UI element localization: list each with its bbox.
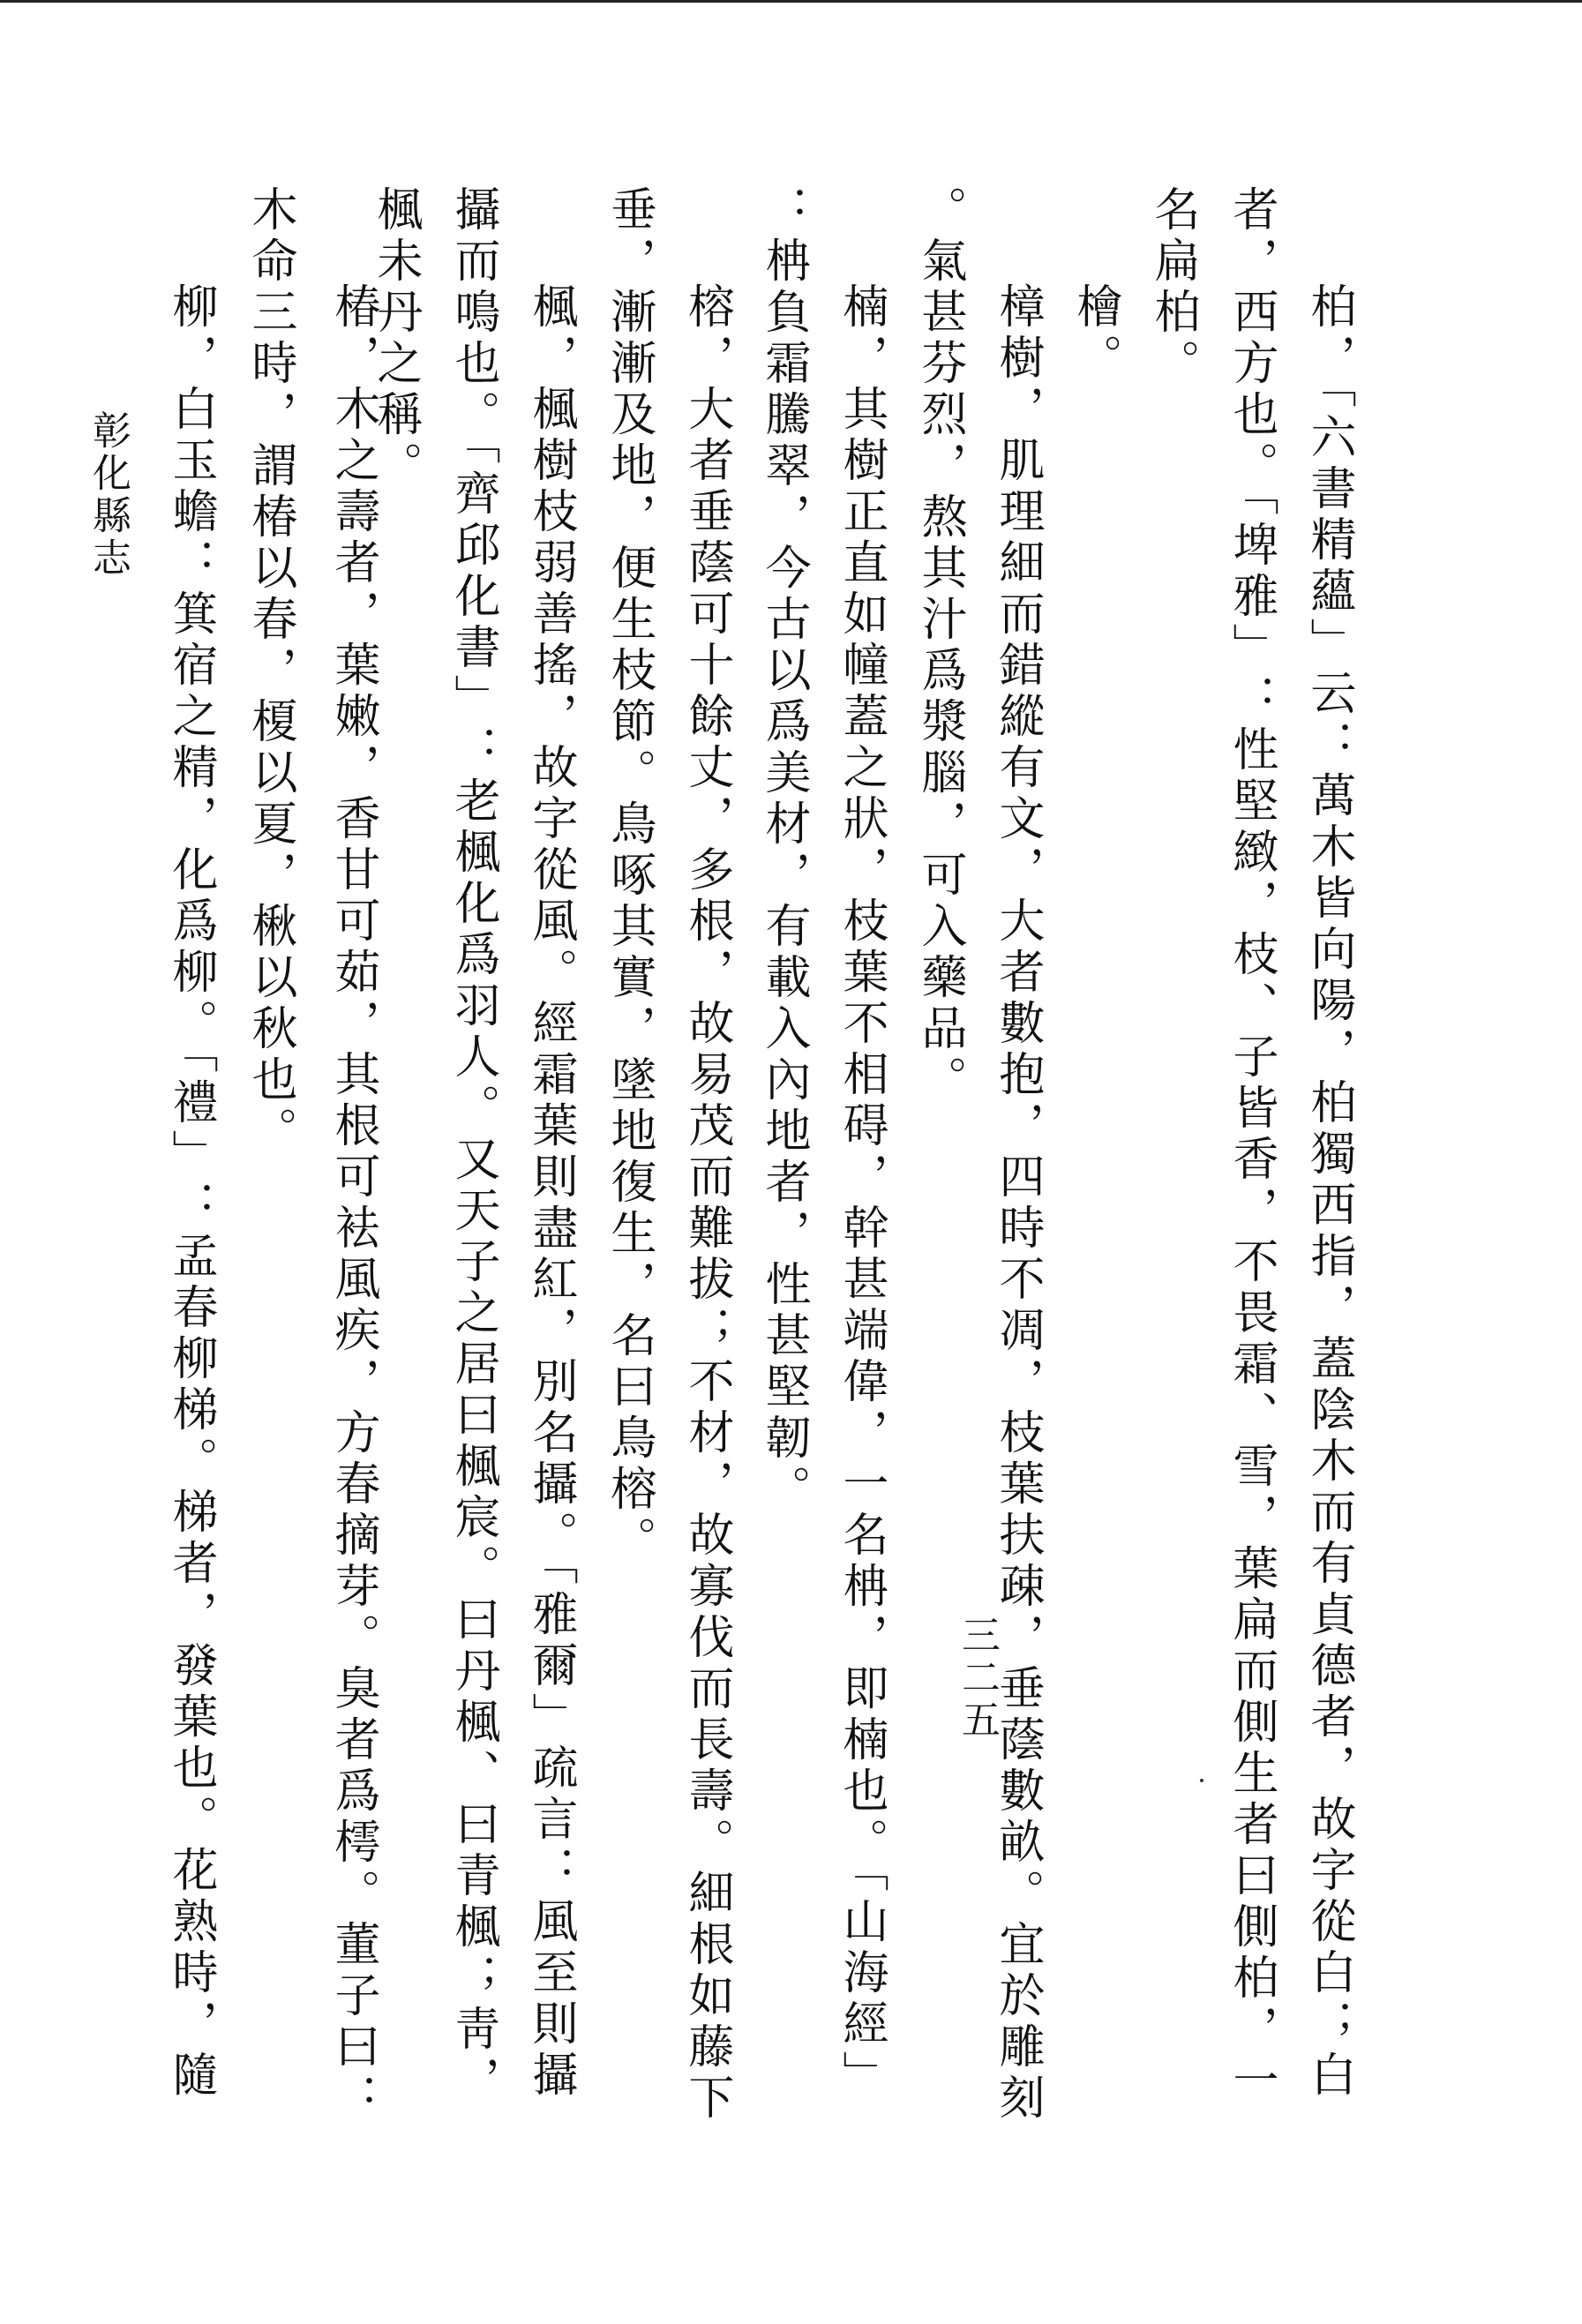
- text-column-2: 者，西方也。「埤雅」：性堅緻，枝、子皆香，不畏霜、雪，葉扁而側生者曰側柏，一: [1225, 185, 1278, 2107]
- text-column-5: 樟樹，肌理細而錯縱有文，大者數抱，四時不凋，枝葉扶疎，垂蔭數畝。宜於雕刻: [991, 282, 1044, 2125]
- paper-speck: [1200, 1779, 1203, 1782]
- text-column-13: 楓未丹之稱。: [369, 185, 422, 492]
- text-column-7: 楠，其樹正直如幢蓋之狀，枝葉不相碍，幹甚端偉，一名柟，即楠也。「山海經」: [835, 282, 888, 2102]
- text-column-12: 攝而鳴也。「齊邱化書」：老楓化爲羽人。又天子之居曰楓宸。曰丹楓、曰青楓；靑，: [446, 185, 499, 2107]
- book-title: 彰化縣志: [86, 410, 131, 580]
- text-column-1: 柏，「六書精蘊」云：萬木皆向陽，柏獨西指，蓋陰木而有貞德者，故字從白；白: [1302, 282, 1355, 2102]
- text-column-10: 垂，漸漸及地，便生枝節。鳥啄其實，墜地復生，名曰鳥榕。: [603, 185, 656, 1567]
- top-rule: [0, 0, 1582, 3]
- text-column-16: 柳，白玉蟾：箕宿之精，化爲柳。「禮」：孟春柳梯。梯者，發葉也。花熟時，隨: [164, 282, 217, 2102]
- text-column-11: 楓，楓樹枝弱善搖，故字從風。經霜葉則盡紅，別名攝。「雅爾」疏言：風至則攝: [524, 282, 577, 2102]
- text-column-14: 椿，木之壽者，葉嫩，香甘可茹，其根可袪風疾，方春摘芽。臭者爲樗。董子曰：: [326, 282, 379, 2125]
- text-column-3: 名扁柏。: [1146, 185, 1199, 390]
- page-number: 三二五: [955, 1615, 1000, 1742]
- text-column-4: 檜。: [1068, 282, 1121, 385]
- text-column-8: ：柟負霜騰翠，今古以爲美材，有載入內地者，性甚堅韌。: [757, 185, 810, 1516]
- text-column-6: 。氣甚芬烈，熬其汁爲漿腦，可入藥品。: [913, 185, 966, 1106]
- text-column-15: 木命三時，謂椿以春，榎以夏，楸以秋也。: [244, 185, 296, 1158]
- text-column-9: 榕，大者垂蔭可十餘丈，多根，故易茂而難拔；不材，故寡伐而長壽。細根如藤下: [680, 282, 733, 2125]
